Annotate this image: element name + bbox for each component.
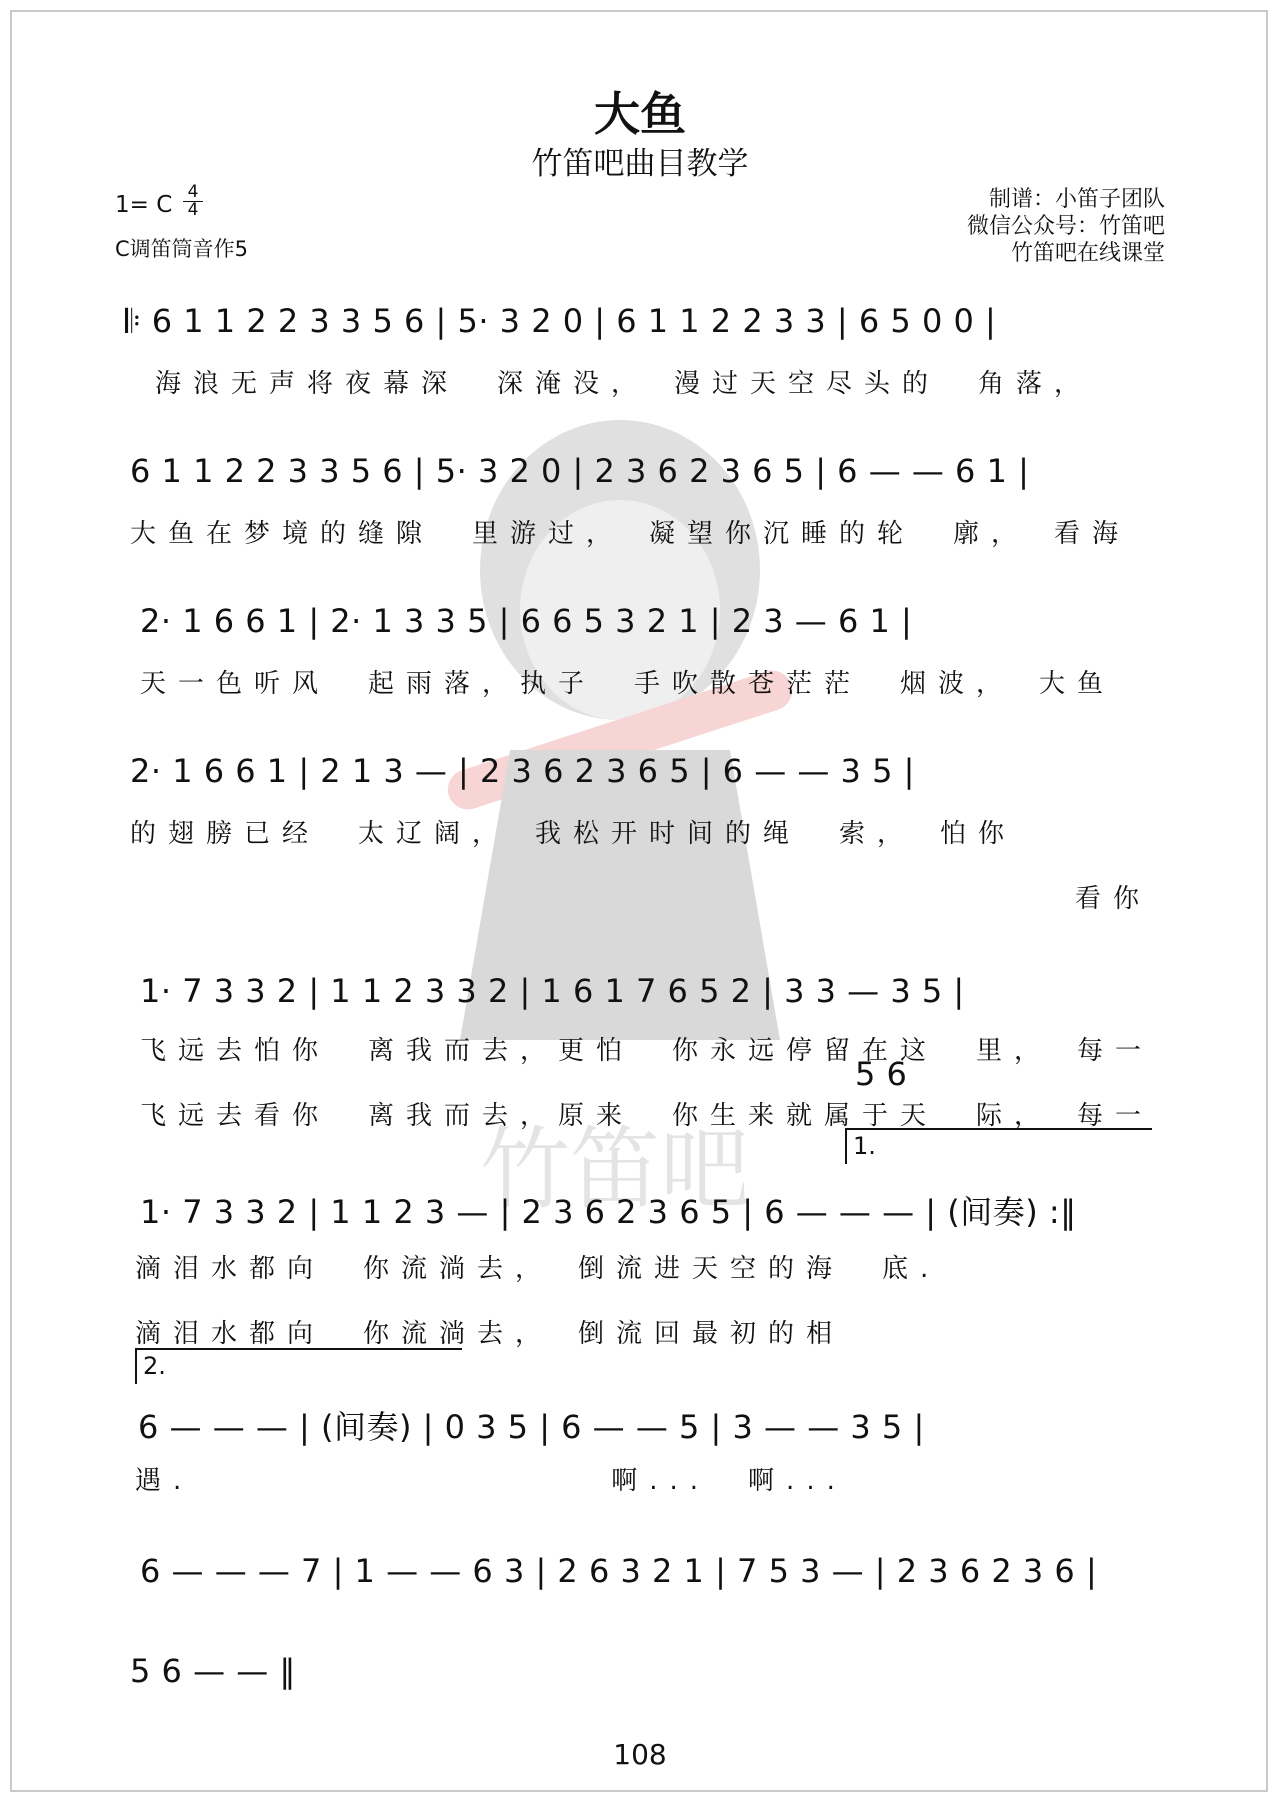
notation-row-3: 2· 1 6 6 1 | 2· 1 3 3 5 | 6 6 5 3 2 1 | 2 3 — 6 1 | [140, 602, 913, 640]
key-signature: 1= C [115, 192, 173, 218]
lyric-row-5: 飞远去怕你 离我而去，更怕 你永远停留在这 里， 每一 [140, 1036, 1154, 1066]
credit-line: 制谱：小笛子团队 [988, 187, 1165, 212]
song-subtitle: 竹笛吧曲目教学 [531, 146, 749, 182]
notation-row-2: 6 1 1 2 2 3 3 5 6 | 5· 3 2 0 | 2 3 6 2 3 6 5 | 6 — — 6 1 | [130, 452, 1030, 490]
lyric-row-5-alt: 飞远去看你 离我而去，原来 你生来就属于天 际， 每一 [140, 1101, 1154, 1131]
notation-row-9: 5 6 — — ‖ [130, 1652, 296, 1690]
notation-row-5: 1· 7 3 3 2 | 1 1 2 3 3 2 | 1 6 1 7 6 5 2 | 3 3 — 3 5 | [140, 972, 965, 1010]
lyric-row-7: 遇. 啊... 啊... [135, 1466, 847, 1496]
notation-row-7: 6 — — — | (间奏) | 0 3 5 | 6 — — 5 | 3 — — 3 5 | [138, 1408, 925, 1446]
volta-1-bracket: 1. [845, 1128, 1152, 1164]
svg-text:竹笛吧: 竹笛吧 [480, 1117, 750, 1222]
notation-row-6: 1· 7 3 3 2 | 1 1 2 3 — | 2 3 6 2 3 6 5 | 6 — — — | (间奏) :‖ [140, 1193, 1077, 1231]
credit-line: 微信公众号：竹笛吧 [966, 214, 1165, 239]
lyric-row-1: 海浪无声将夜幕深 深淹没， 漫过天空尽头的 角落， [155, 369, 1093, 399]
notation-row-5-extra: 5 6 [855, 1055, 908, 1093]
lyric-row-6-alt: 滴泪水都向 你流淌去， 倒流回最初的相 [135, 1319, 845, 1349]
notation-row-4: 2· 1 6 6 1 | 2 1 3 — | 2 3 6 2 3 6 5 | 6 — — 3 5 | [130, 752, 915, 790]
flute-tuning: C调笛筒音作5 [115, 237, 249, 261]
lyric-row-4-alt: 看你 [1075, 884, 1152, 914]
lyric-row-2: 大鱼在梦境的缝隙 里游过， 凝望你沉睡的轮 廓， 看海 [130, 519, 1131, 549]
page-number: 108 [613, 1738, 667, 1771]
time-signature: $\frac{4}{4}$ [183, 184, 203, 219]
notation-row-1: 𝄆 6 1 1 2 2 3 3 5 6 | 5· 3 2 0 | 6 1 1 2 2 3 3 | 6 5 0 0 | [125, 302, 997, 340]
song-title: 大鱼 [594, 87, 686, 141]
lyric-row-6: 滴泪水都向 你流淌去， 倒流进天空的海 底. [135, 1254, 941, 1284]
lyric-row-4: 的翅膀已经 太辽阔， 我松开时间的绳 索， 怕你 [130, 819, 1017, 849]
notation-row-8: 6 — — — 7 | 1 — — 6 3 | 2 6 3 2 1 | 7 5 3 — | 2 3 6 2 3 6 | [140, 1552, 1098, 1590]
credit-line: 竹笛吧在线课堂 [1010, 241, 1165, 266]
lyric-row-3: 天一色听风 起雨落，执子 手吹散苍茫茫 烟波， 大鱼 [140, 669, 1116, 699]
volta-2-bracket: 2. [135, 1348, 462, 1384]
credits [967, 186, 1165, 267]
